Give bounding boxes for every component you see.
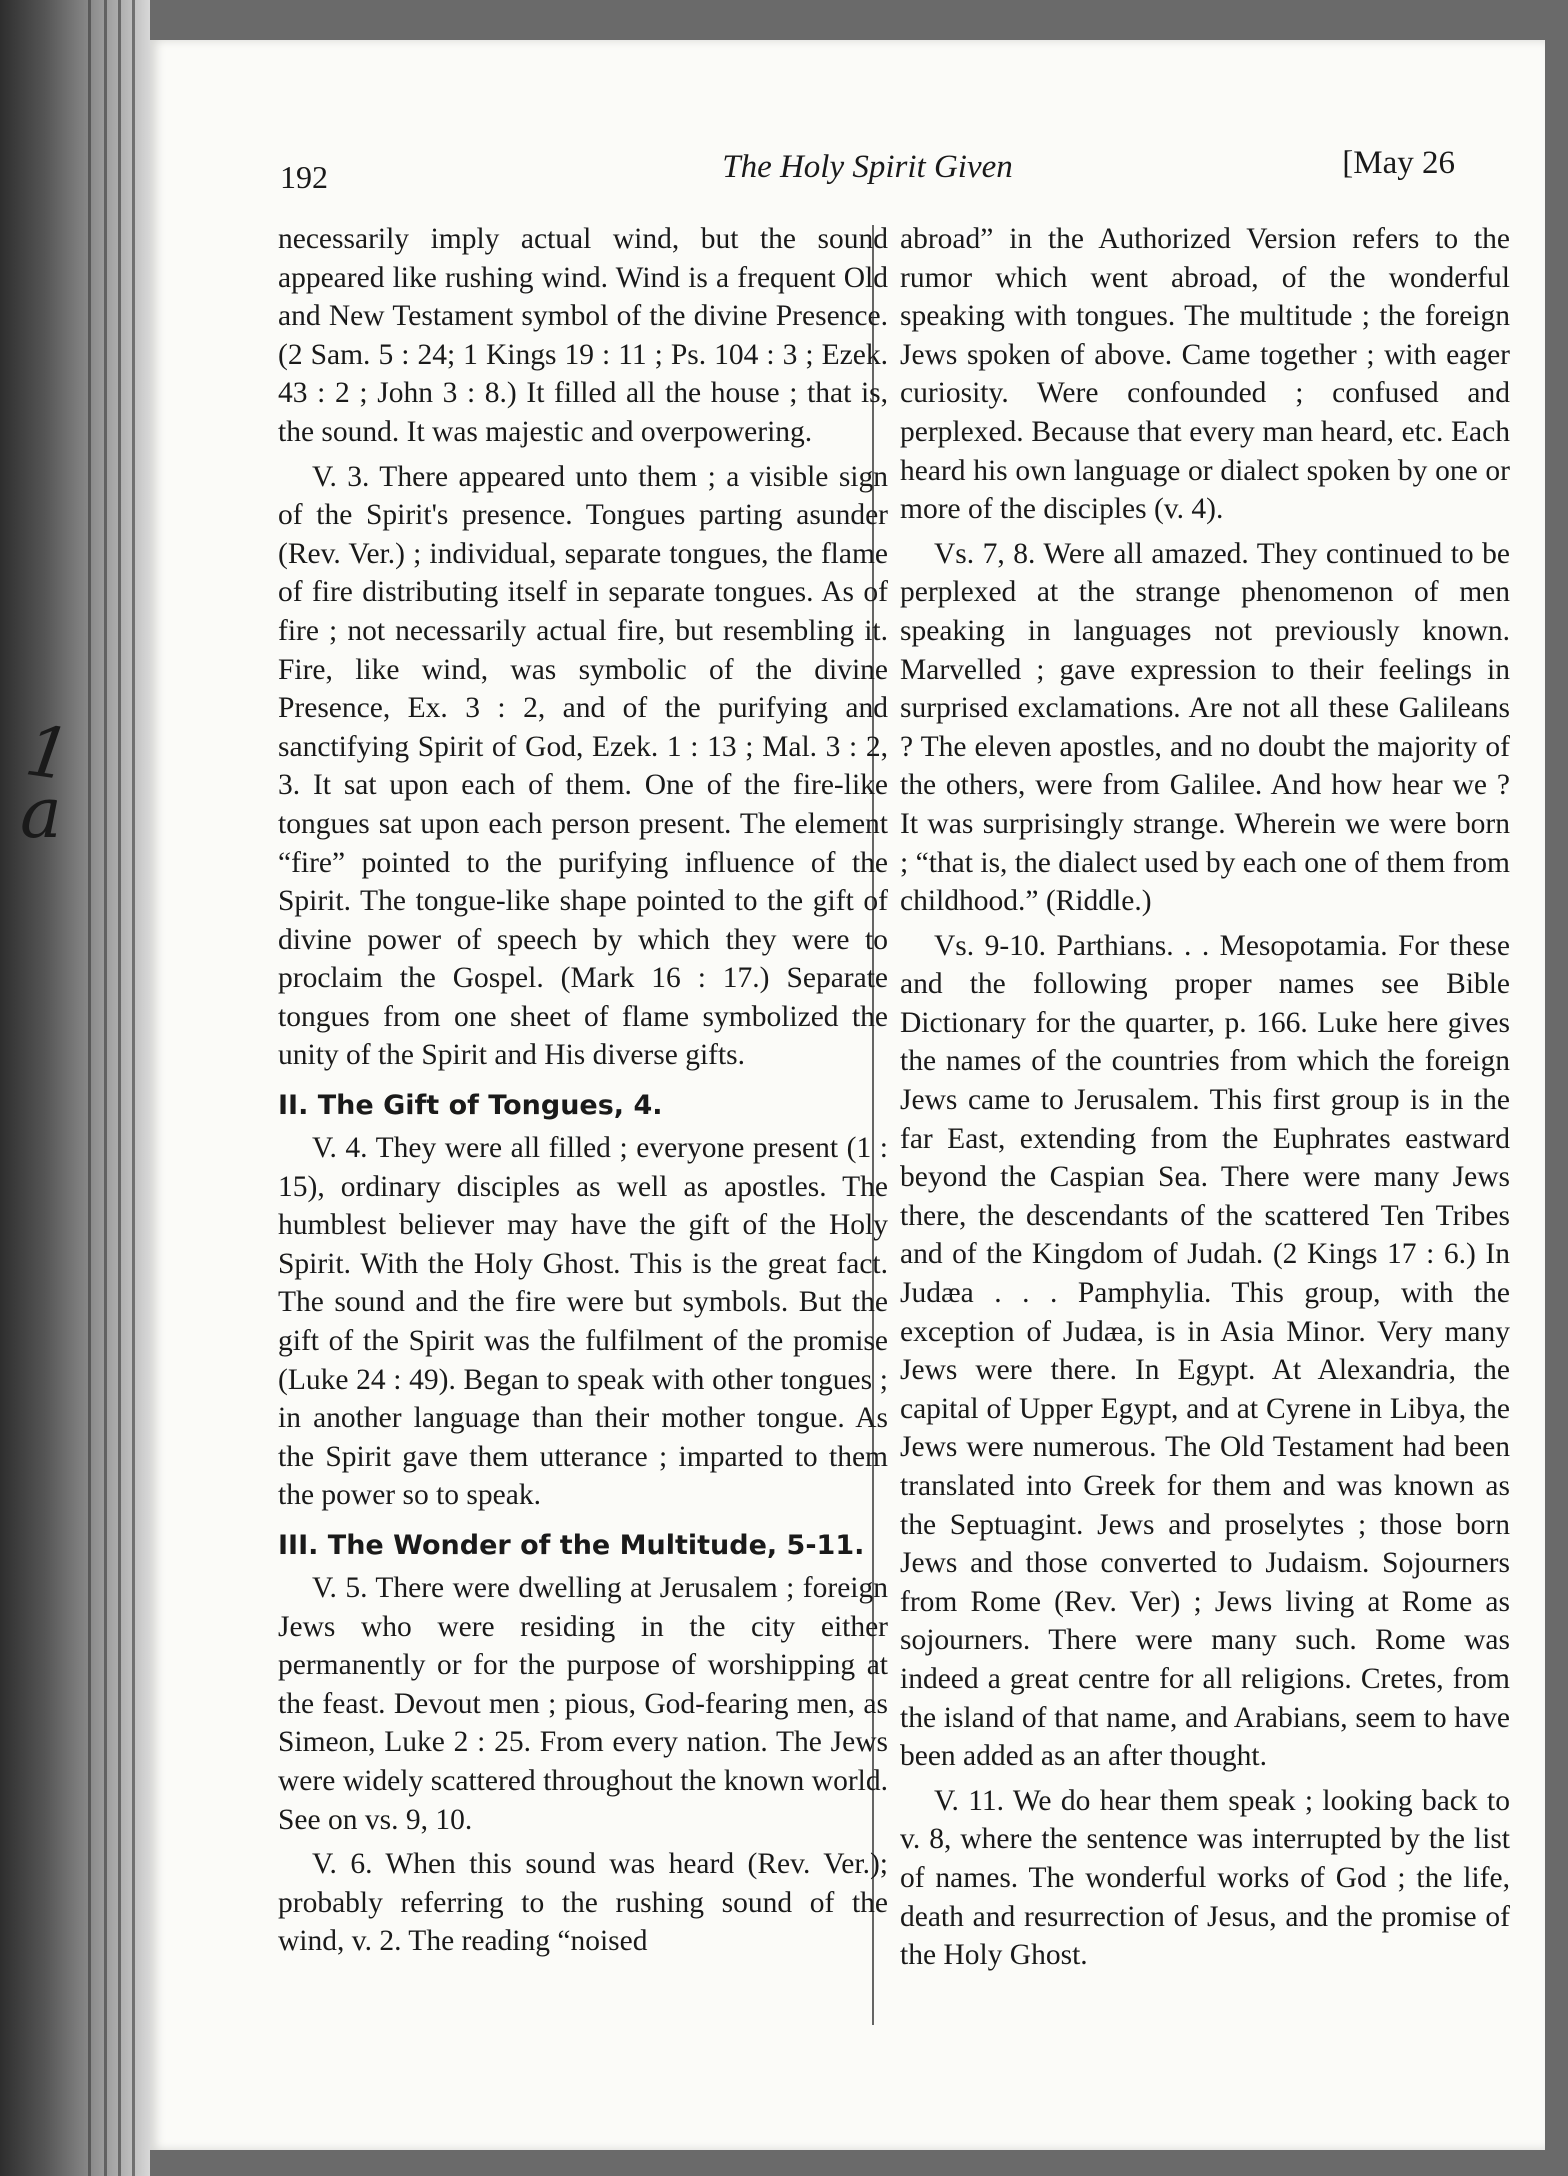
page-number: 192: [280, 159, 328, 195]
page-date: [May 26: [1342, 145, 1455, 181]
paragraph: V. 6. When this sound was heard (Rev. Ver.); probably referring to the rushing sound of the wind, v. 2. The reading “noised: [278, 1848, 888, 1958]
section-heading: III. The Wonder of the Multitude, 5-11.: [278, 1530, 865, 1561]
running-title: The Holy Spirit Given: [722, 149, 1013, 185]
page-header: [280, 145, 1455, 205]
paragraph: Vs. 9-10. Parthians. . . Mesopotamia. For these and the following proper names see Bible Dictionary for the quarter, p. 166. Luke here gives the names of the countries from which the foreign Jews came to Jerusalem. This first group is in the far East, extending from the Euphrates eastward beyond the Caspian Sea. There were many Jews there, the descendants of the scattered Ten Tribes and of the Kingdom of Judah. (2 Kings 17 : 6.) In Judæa . . . Pamphylia. This group, with the exception of Judæa, is in Asia Minor. Very many Jews were there. In Egypt. At Alexandria, the capital of Upper Egypt, and at Cyrene in Libya, the Jews were numerous. The Old Testament had been translated into Greek for them and was known as the Septuagint. Jews and proselytes ; those born Jews and those converted to Judaism. Sojourners from Rome (Rev. Ver) ; Jews living at Rome as sojourners. There were many such. Rome was indeed a great centre for all religions. Cretes, from the island of that name, and Arabians, seem to have been added as an after thought.: [900, 929, 1510, 1773]
page-edge-line: [104, 0, 107, 2176]
pencil-mark-one: 1: [20, 709, 77, 797]
page-edge-line: [118, 0, 121, 2176]
paragraph: necessarily imply actual wind, but the sound appeared like rushing wind. Wind is a frequent Old and New Testament symbol of the divine Presence. (2 Sam. 5 : 24; 1 Kings 19 : 11 ; Ps. 104 : 3 ; Ezek. 43 : 2 ; John 3 : 8.) It filled all the house ; that is, the sound. It was majestic and overpowering.: [278, 223, 888, 448]
book-binding: [0, 0, 150, 2176]
paragraph: Vs. 7, 8. Were all amazed. They continued to be perplexed at the strange phenomenon of men speaking in languages not previously known. Marvelled ; gave expression to their feelings in surprised exclamations. Are not all these Galileans ? The eleven apostles, and no doubt the majority of the others, were from Galilee. And how hear we ? It was surprisingly strange. Wherein we were born ; “that is, the dialect used by each one of them from childhood.” (Riddle.): [900, 537, 1510, 918]
right-column: [900, 220, 1510, 1981]
paragraph: V. 4. They were all filled ; everyone present (1 : 15), ordinary disciples as well as apostles. The humblest believer may have the gift of the Holy Spirit. With the Holy Ghost. This is the great fact. The sound and the fire were but symbols. But the gift of the Spirit was the fulfilment of the promise (Luke 24 : 49). Began to speak with other tongues ; in another language than their mother tongue. As the Spirit gave them utterance ; imparted to them the power so to speak.: [278, 1132, 888, 1512]
left-column: [278, 220, 888, 1967]
page-edge-line: [132, 0, 135, 2176]
paragraph: V. 11. We do hear them speak ; looking back to v. 8, where the sentence was interrupted by the list of names. The wonderful works of God ; the life, death and resurrection of Jesus, and the promise of the Holy Ghost.: [900, 1784, 1510, 1972]
pencil-margin-mark: [20, 709, 80, 858]
pencil-mark-a: a: [20, 772, 62, 854]
section-heading: II. The Gift of Tongues, 4.: [278, 1090, 663, 1122]
page-edge-line: [88, 0, 91, 2176]
paragraph: V. 3. There appeared unto them ; a visible sign of the Spirit's presence. Tongues parting asunder (Rev. Ver.) ; individual, separate tongues, the flame of fire distributing itself in separate tongues. As of fire ; not necessarily actual fire, but resembling it. Fire, like wind, was symbolic of the divine Presence, Ex. 3 : 2, and of the purifying and sanctifying Spirit of God, Ezek. 1 : 13 ; Mal. 3 : 2, 3. It sat upon each of them. One of the fire-like tongues sat upon each person present. The element “fire” pointed to the purifying influence of the Spirit. The tongue-like shape pointed to the gift of divine power of speech by which they were to proclaim the Gospel. (Mark 16 : 17.) Separate tongues from one sheet of flame symbolized the unity of the Spirit and His diverse gifts.: [278, 460, 888, 1072]
paragraph: V. 5. There were dwelling at Jerusalem ; foreign Jews who were residing in the city either permanently or for the purpose of worshipping at the feast. Devout men ; pious, God-fearing men, as Simeon, Luke 2 : 25. From every nation. The Jews were widely scattered throughout the known world. See on vs. 9, 10.: [278, 1572, 888, 1836]
paragraph: abroad” in the Authorized Version refers to the rumor which went abroad, of the wonderful speaking with tongues. The multitude ; the foreign Jews spoken of above. Came together ; with eager curiosity. Were confounded ; confused and perplexed. Because that every man heard, etc. Each heard his own language or dialect spoken by one or more of the disciples (v. 4).: [900, 223, 1510, 526]
document-page: [150, 40, 1545, 2150]
